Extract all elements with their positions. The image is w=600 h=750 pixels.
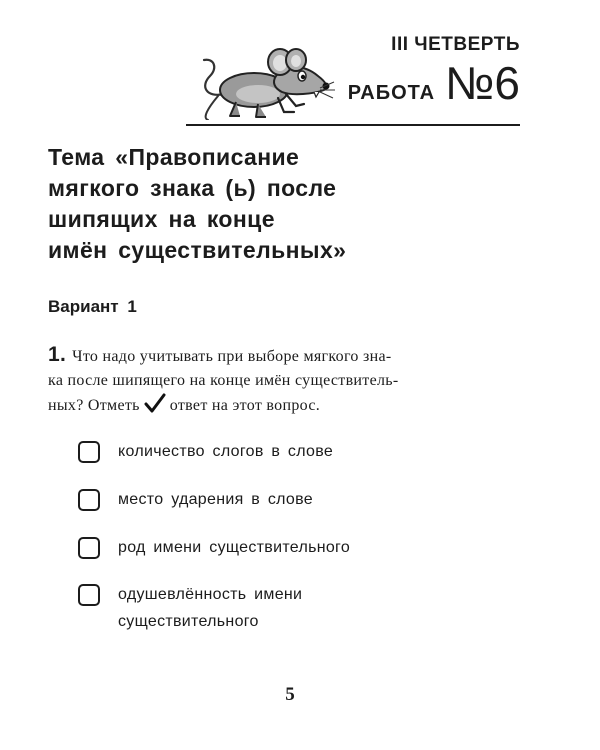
answer-text xyxy=(118,438,333,465)
answer-option xyxy=(78,488,313,513)
variant-label: Вариант 1 xyxy=(48,297,137,316)
header-divider xyxy=(186,124,520,126)
work-label: РАБОТА xyxy=(347,82,436,104)
answer-option xyxy=(78,536,350,561)
work-number: №6 xyxy=(445,57,520,109)
task-line xyxy=(48,343,558,369)
page-number: 5 xyxy=(285,684,295,705)
checkmark-icon xyxy=(144,393,166,413)
task-line xyxy=(48,393,558,418)
topic-line: имён существительных» xyxy=(48,237,347,263)
task-text-line-3-end: ответ на этот вопрос. xyxy=(169,397,321,414)
answer-option xyxy=(78,440,333,465)
answer-text xyxy=(118,486,313,513)
topic-line: шипящих на конце xyxy=(48,206,275,232)
answer-text-line: место ударения в слове xyxy=(118,491,313,508)
topic-line: Тема «Правописание xyxy=(48,144,300,170)
task-text-line-3: ных? Отметь xyxy=(48,397,140,414)
topic-heading xyxy=(48,142,488,266)
task-1 xyxy=(48,343,558,418)
answer-text-line: одушевлённость имени xyxy=(118,586,303,603)
task-text-line-2: ка после шипящего на конце имён существитель- xyxy=(48,372,399,389)
answer-text-line: существительного xyxy=(118,613,259,630)
answer-option xyxy=(78,583,302,635)
quarter-heading: III ЧЕТВЕРТЬ xyxy=(391,34,520,55)
task-number: 1. xyxy=(48,343,67,366)
work-title xyxy=(347,57,520,109)
task-text-line-1: Что надо учитывать при выборе мягкого зна- xyxy=(72,348,392,365)
answer-checkbox[interactable] xyxy=(78,441,100,463)
answer-text-line: род имени существительного xyxy=(118,539,351,556)
answer-text xyxy=(118,581,302,635)
topic-line: мягкого знака (ь) после xyxy=(48,175,337,201)
answer-checkbox[interactable] xyxy=(78,584,100,606)
answer-text-line: количество слогов в слове xyxy=(118,443,334,460)
answer-checkbox[interactable] xyxy=(78,537,100,559)
answer-checkbox[interactable] xyxy=(78,489,100,511)
answer-text xyxy=(118,534,350,561)
mouse-illustration xyxy=(196,46,336,120)
